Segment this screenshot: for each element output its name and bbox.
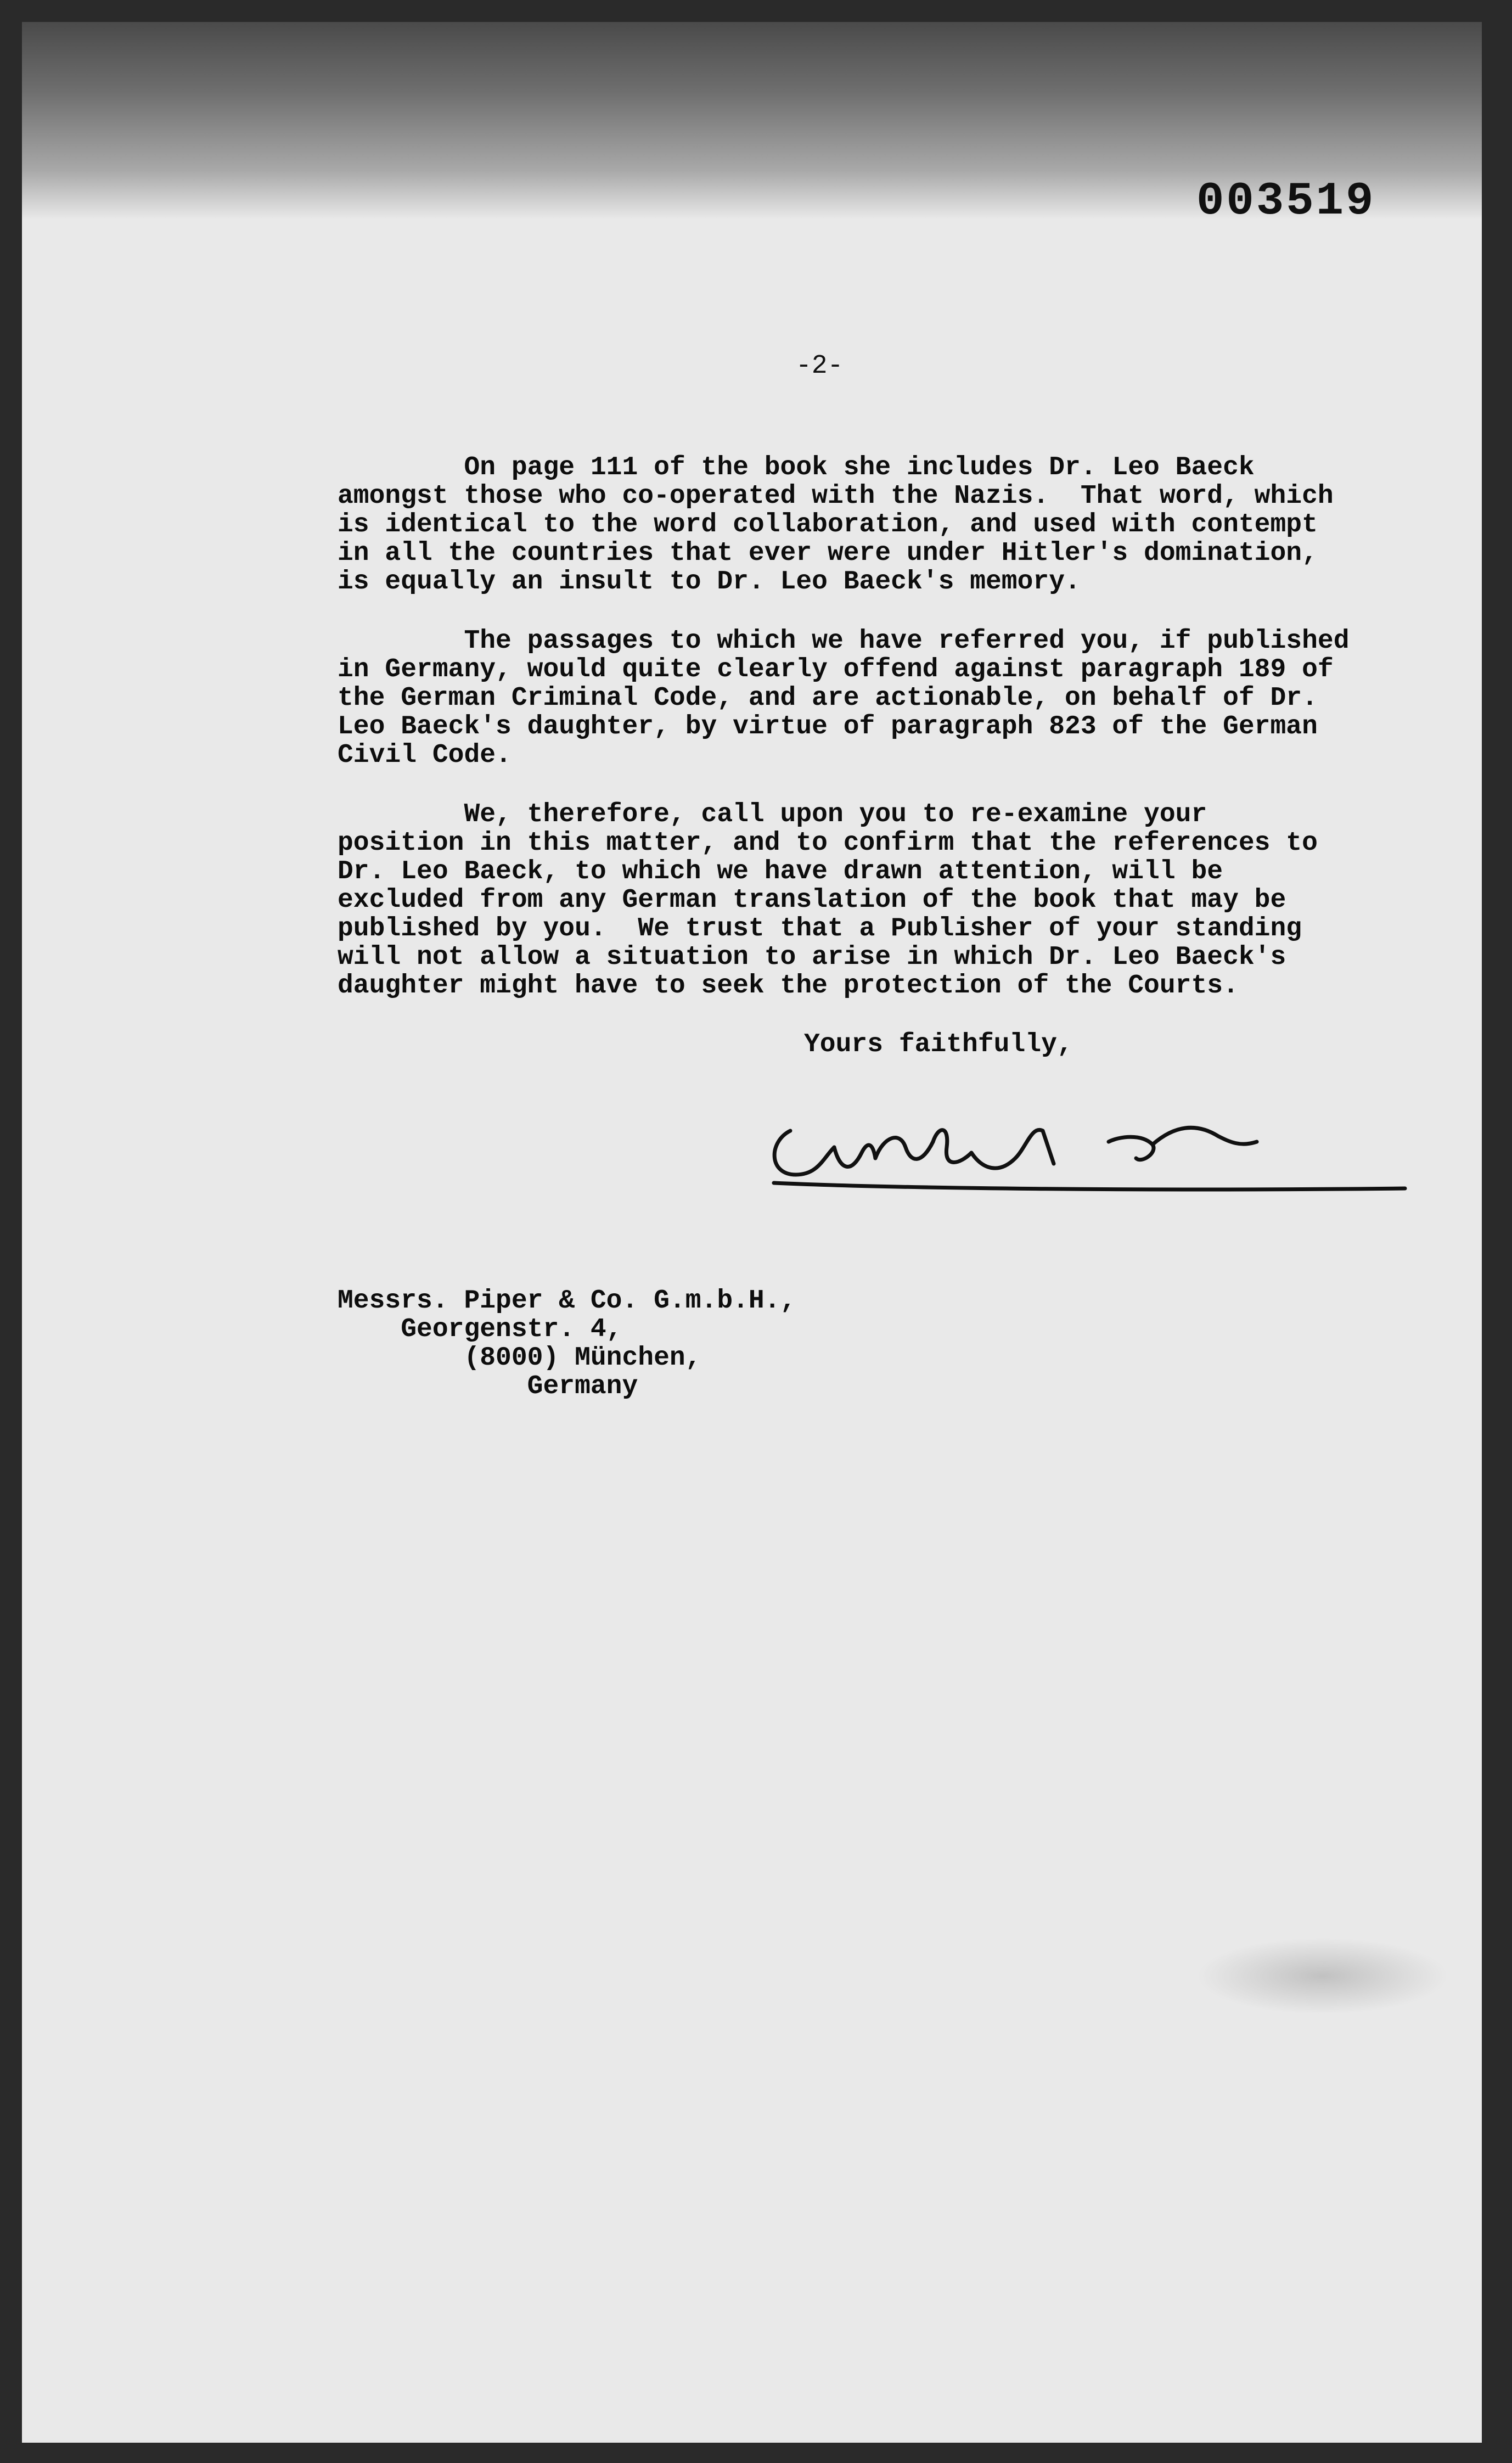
paragraph-legal-basis: The passages to which we have referred you, if published in Germany, would quite clearly offend against paragraph 189 of the German Criminal Code, and are actionable, on behalf of Dr. Leo Baeck's daughter, by virtue of paragraph 823 of the German Civil Code.: [338, 626, 1350, 770]
closing-salutation: Yours faithfully,: [804, 1030, 1073, 1059]
address-line: Georgenstr. 4,: [338, 1315, 622, 1344]
page-number: -2-: [796, 351, 844, 381]
recipient-address: [338, 1287, 796, 1401]
address-line: (8000) München,: [338, 1343, 701, 1373]
address-line: Germany: [338, 1372, 638, 1401]
scan-smudge: [1196, 1938, 1449, 2015]
handwritten-signature: [757, 1092, 1416, 1202]
paragraph-request: We, therefore, call upon you to re-examine your position in this matter, and to confirm that the references to Dr. Leo Baeck, to which we have drawn attention, will be excluded from any German translation of the book that may be published by you. We trust that a Publisher of your standing will not allow a situation to arise in which Dr. Leo Baeck's daughter might have to seek the protection of the Courts.: [338, 800, 1318, 1001]
document-number: 003519: [1196, 176, 1376, 228]
letter-page: [22, 22, 1482, 2443]
paragraph-collaboration: On page 111 of the book she includes Dr. Leo Baeck amongst those who co-operated with the Nazis. That word, which is identical to the word collaboration, and used with contempt in all the countries that ever were under Hitler's domination, is equally an insult to Dr. Leo Baeck's memory.: [338, 453, 1334, 597]
address-line: Messrs. Piper & Co. G.m.b.H.,: [338, 1286, 796, 1316]
